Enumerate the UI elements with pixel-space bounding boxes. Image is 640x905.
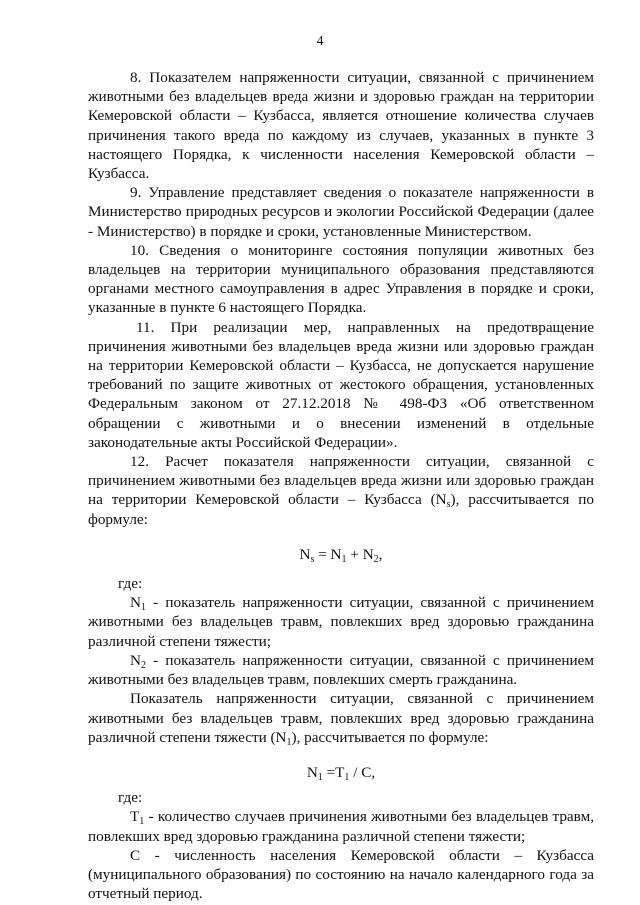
page-number: 4: [316, 34, 324, 49]
paragraph-8: 8. Показателем напряженности ситуации, связанной с причинением животными без владельцев вреда жизни и здоровью граждан на территории Кемеровской области – Кузбасса, является отношение количества случаев причинения такого вреда по каждому из случаев, указанных в пункте 3 настоящего Порядка, к численности населения Кемеровской области – Кузбасса.: [88, 69, 594, 183]
paragraph-indicator: Показатель напряженности ситуации, связанной с причинением животными без владельцев травм, повлекших вред здоровью гражданина различной степени тяжести $(N_1)$, рассчитывается по формуле:: [88, 690, 594, 748]
paragraph-11: 11. При реализации мер, направленных на предотвращение причинения животными без владельцев вреда жизни или здоровью граждан на территории Кемеровской области – Кузбасса, не допускается нарушение требований по защите животных от жестокого обращения, установленных Федеральным законом от 27.12.2018 № 498-ФЗ «Об ответственном обращении с животными и о внесении изменений в отдельные законодательные акты Российской Федерации».: [88, 318, 594, 451]
paragraph-12: 12. Расчет показателя напряженности ситуации, связанной с причинением животными без владельцев вреда жизни или здоровью граждан на территории Кемеровской области – Кузбасса $(N_s)$, рассчитывается по формуле:: [88, 453, 594, 528]
document-body: [88, 68, 594, 903]
where-label-1: где:: [118, 575, 143, 593]
formula-n1: $N_1 =T_1 / C$,: [306, 763, 376, 783]
definition-c: С - численность населения Кемеровской области – Кузбасса (муниципального образования) по состоянию на начало календарного года за отчетный период.: [88, 846, 594, 903]
where-label-2: где:: [118, 789, 143, 807]
definition-n2: $N_2$ - показатель напряженности ситуации, связанной с причинением животными без владельцев травм, повлекших смерть гражданина.: [88, 651, 594, 689]
definition-n1: $N_1$ - показатель напряженности ситуации, связанной с причинением животными без владельцев травм, повлекших вред здоровью гражданина различной степени тяжести;: [88, 594, 594, 650]
paragraph-10: 10. Сведения о мониторинге состояния популяции животных без владельцев на территории муниципального образования представляются органами местного самоуправления в адрес Управления в порядке и сроки, указанные в пункте 6 настоящего Порядка.: [88, 241, 594, 317]
formula-ns: $N_s = N_1 + N_2$,: [299, 545, 383, 565]
paragraph-9: 9. Управление представляет сведения о показателе напряженности в Министерство природных ресурсов и экологии Российской Федерации (далее - Министерство) в порядке и сроки, установленные Министерством.: [88, 184, 594, 240]
definition-t1: $T_1$ - количество случаев причинения животными без владельцев травм, повлекших вред здоровью гражданина различной степени тяжести;: [88, 808, 594, 845]
